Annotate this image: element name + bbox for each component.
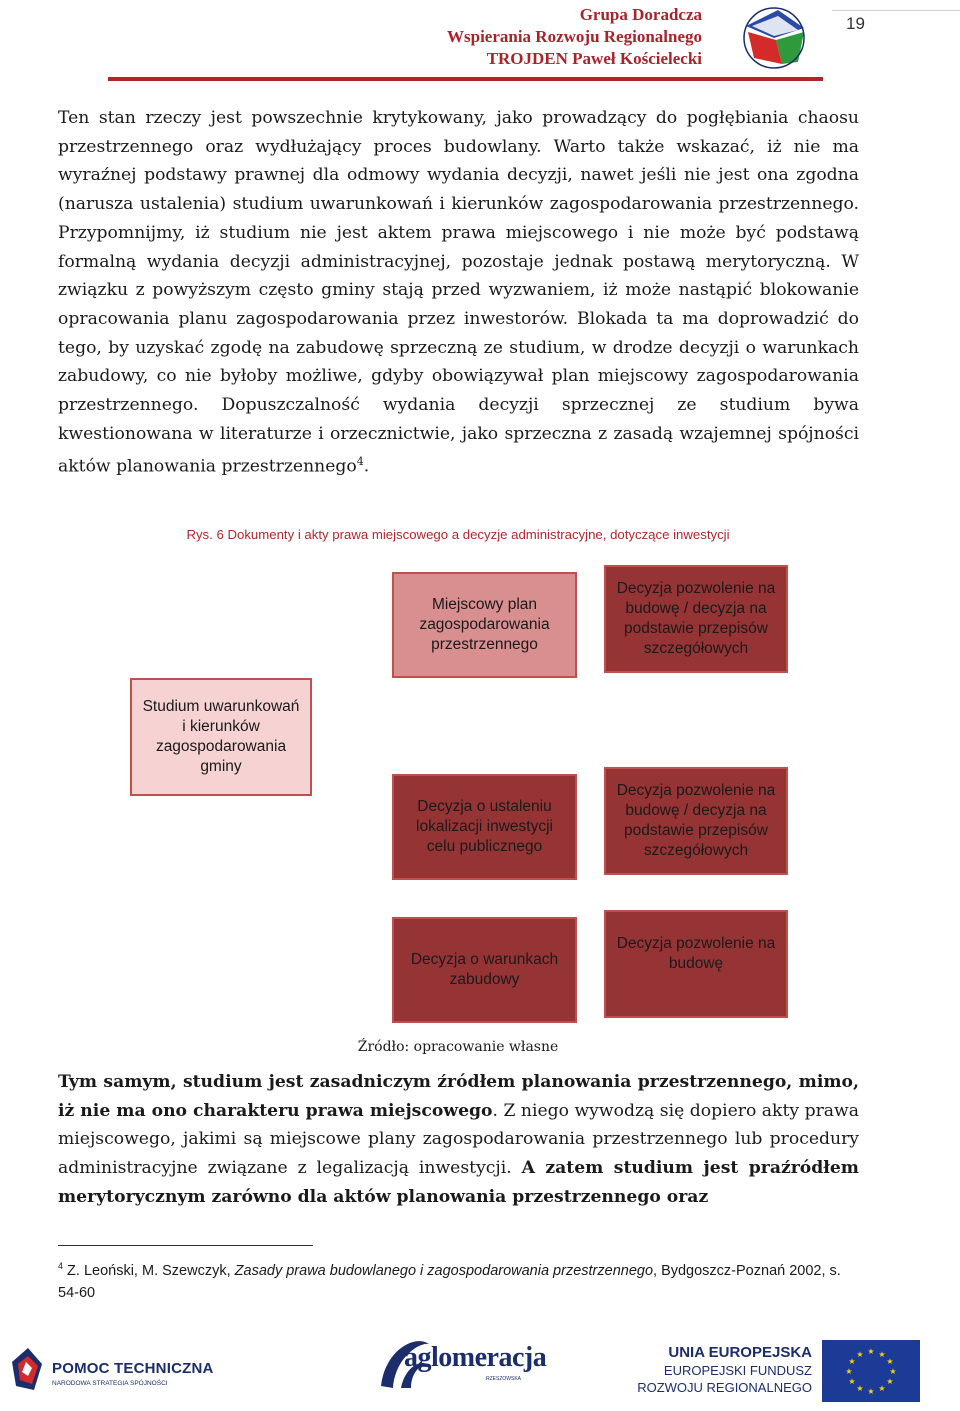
footnote-authors: Z. Leoński, M. Szewczyk, — [63, 1262, 235, 1279]
paragraph-1 — [58, 104, 859, 482]
footer-logos — [0, 1330, 960, 1411]
footnote-rest: , Bydgoszcz-Poznań 2002, s. 54-60 — [58, 1262, 841, 1301]
svg-text:★: ★ — [886, 1357, 894, 1366]
svg-text:★: ★ — [867, 1347, 875, 1356]
box-lokalizacja — [392, 774, 577, 880]
svg-text:★: ★ — [845, 1367, 853, 1376]
paragraph-1-end: . — [363, 457, 370, 478]
svg-text:★: ★ — [848, 1377, 856, 1386]
svg-text:★: ★ — [848, 1357, 856, 1366]
footnote-rule — [58, 1245, 313, 1246]
footnote-number: 4 — [58, 1261, 64, 1271]
footnote-ref[interactable]: 4 — [356, 455, 364, 469]
svg-text:★: ★ — [856, 1350, 864, 1359]
svg-text:★: ★ — [867, 1387, 875, 1396]
box-pozwolenie-3-label: Decyzja pozwolenie na budowę — [616, 935, 776, 972]
paragraph-2-bold-2: A zatem studium jest praźródłem merytorycznym zarówno dla aktów planowania przestrzennego oraz — [58, 1158, 859, 1207]
aglomeracja-subtitle: RZESZOWSKA — [486, 1376, 522, 1382]
box-warunki-label: Decyzja o warunkach zabudowy — [410, 951, 559, 988]
eu-text — [637, 1344, 812, 1396]
box-pozwolenie-3 — [604, 910, 788, 1018]
box-plan — [392, 572, 577, 678]
header-org-name — [447, 4, 702, 70]
box-plan-label: Miejscowy plan zagospodarowania przestrzennego — [419, 596, 550, 653]
svg-text:★: ★ — [886, 1377, 894, 1386]
box-pozwolenie-2 — [604, 767, 788, 875]
box-pozwolenie-2-label: Decyzja pozwolenie na budowę / decyzja na podstawie przepisów szczegółowych — [616, 782, 776, 859]
paragraph-2-bold-1: Tym samym, studium jest zasadniczym źródłem planowania przestrzennego, mimo, iż nie ma ono charakteru prawa miejscowego — [58, 1072, 859, 1121]
header-line-3: TROJDEN Paweł Kościelecki — [486, 49, 702, 68]
header-rule — [108, 77, 823, 81]
figure-title: Rys. 6 Dokumenty i akty prawa miejscowego a decyzje administracyjne, dotyczące inwestycji — [186, 527, 730, 542]
header-line-1: Grupa Doradcza — [579, 5, 702, 24]
box-studium — [130, 678, 312, 796]
box-pozwolenie-1-label: Decyzja pozwolenie na budowę / decyzja na podstawie przepisów szczegółowych — [616, 580, 776, 657]
box-warunki — [392, 917, 577, 1023]
figure-source: Źródło: opracowanie własne — [357, 1039, 559, 1055]
eu-line-3: ROZWOJU REGIONALNEGO — [637, 1380, 812, 1395]
box-pozwolenie-1 — [604, 565, 788, 673]
svg-text:★: ★ — [878, 1384, 886, 1393]
pomoc-techniczna-title: POMOC TECHNICZNA — [52, 1360, 214, 1377]
page-number-rule — [832, 10, 960, 11]
svg-text:★: ★ — [889, 1367, 897, 1376]
box-lokalizacja-label: Decyzja o ustaleniu lokalizacji inwestycji celu publicznego — [416, 798, 553, 855]
eu-line-2: EUROPEJSKI FUNDUSZ — [663, 1363, 812, 1378]
svg-text:★: ★ — [856, 1384, 864, 1393]
footnote — [58, 1255, 859, 1304]
organization-logo-icon — [738, 2, 810, 74]
page-number: 19 — [846, 14, 865, 33]
pomoc-techniczna-logo-icon — [8, 1346, 48, 1392]
paragraph-2 — [58, 1068, 859, 1212]
eu-flag-icon — [822, 1340, 920, 1402]
header-line-2: Wspierania Rozwoju Regionalnego — [447, 27, 702, 46]
paragraph-1-text: Ten stan rzeczy jest powszechnie krytykowany, jako prowadzący do pogłębiania chaosu przestrzennego oraz wydłużający proces budowlany. Warto także wskazać, iż nie ma wyraźnej podstawy prawnej dla odmowy wydania decyzji, nawet jeśli nie jest ona zgodna (narusza ustalenia) studium uwarunkowań i kierunków zagospodarowania przestrzennego. Przypomnijmy, iż studium nie jest aktem prawa miejscowego i nie może być podstawą formalną wydania decyzji administracyjnej, pozostaje jednak postawą merytoryczną. W związku z powyższym często gminy stają przed wyzwaniem, iż może nastąpić blokowanie opracowania planu zagospodarowania przez inwestorów. Blokada ta ma doprowadzić do tego, by uzyskać zgodę na zabudowę sprzeczną ze studium, w drodze decyzji o warunkach zabudowy, co nie byłoby możliwe, gdyby obowiązywał plan miejscowy zagospodarowania przestrzennego. Dopuszczalność wydania decyzji sprzecznej ze studium bywa kwestionowana w literaturze i orzecznictwie, jako sprzeczna z zasadą wzajemnej spójności aktów planowania przestrzennego — [58, 108, 859, 478]
svg-text:★: ★ — [878, 1350, 886, 1359]
box-studium-label: Studium uwarunkowań i kierunków zagospodarowania gminy — [142, 698, 300, 775]
eu-line-1: UNIA EUROPEJSKA — [668, 1344, 812, 1361]
paragraph-2-text: . Z niego wywodzą się dopiero akty prawa miejscowego, jakimi są miejscowe plany zagospodarowania przestrzennego lub procedury administracyjne związane z legalizacją inwestycji. — [58, 1100, 859, 1179]
footnote-title: Zasady prawa budowlanego i zagospodarowania przestrzennego — [234, 1262, 654, 1279]
pomoc-techniczna-subtitle: NARODOWA STRATEGIA SPÓJNOŚCI — [52, 1380, 168, 1387]
aglomeracja-wordmark: aglomeracja — [404, 1342, 547, 1373]
